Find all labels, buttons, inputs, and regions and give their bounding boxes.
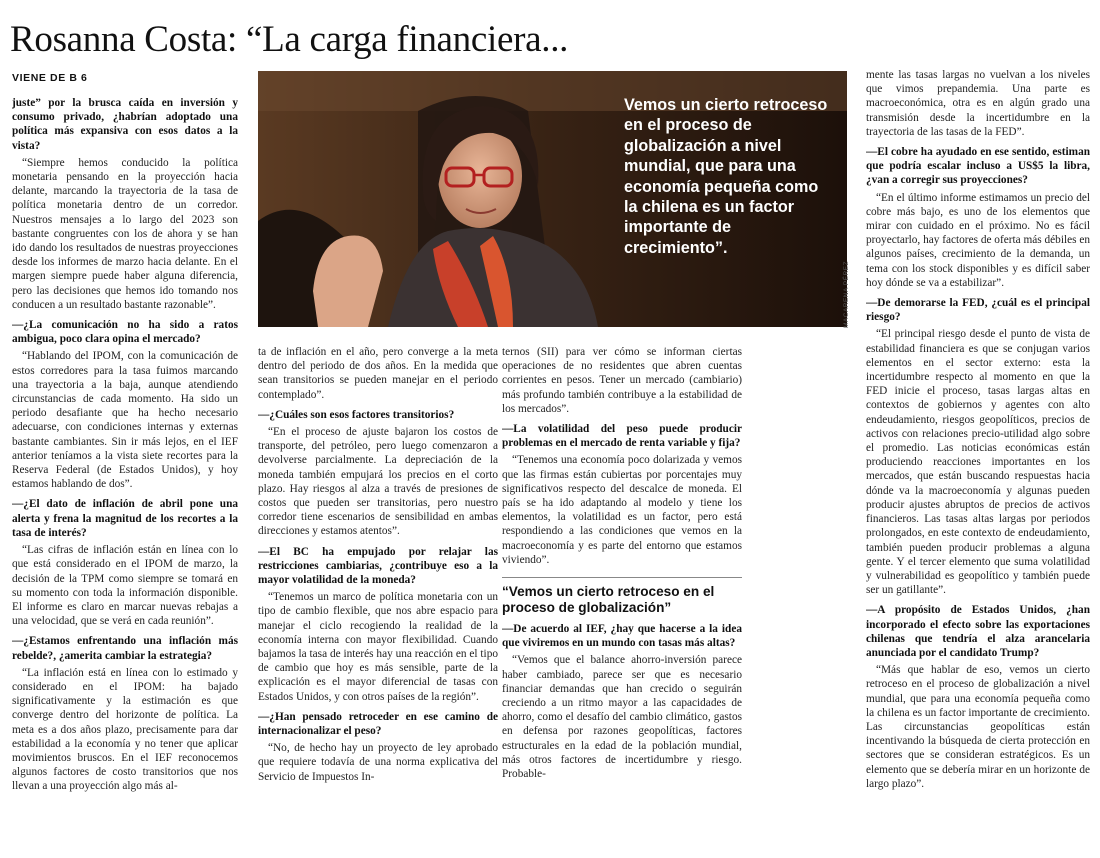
question-text: —¿Han pensado retroceder en ese camino de internacionalizar el peso?: [258, 710, 498, 738]
answer-text: “No, de hecho hay un proyecto de ley aprobado que requiere todavía de una norma explicativa del Servicio de Impuestos In-: [258, 742, 498, 783]
question-text: —¿El dato de inflación de abril pone una alerta y frena la magnitud de los recortes a la tasa de interés?: [12, 498, 238, 539]
column-3: [502, 345, 742, 848]
question-text: juste” por la brusca caída en inversión y consumo privado, ¿habrían adoptado una política más expansiva con esos datos a la vista?: [12, 97, 238, 152]
kicker: VIENE DE B 6: [12, 72, 88, 84]
photo-portrait: [258, 71, 847, 327]
column-4: [866, 68, 1090, 848]
answer-text: “Las cifras de inflación están en línea con lo que está considerado en el IPOM de marzo, la decisión de la TPM como siempre se tomará en su momento con toda la información disponible. El informe es claro en marcar nuevas rebajas a una velocidad, que se verá en cada reunión”.: [12, 544, 238, 628]
answer-text: “Siempre hemos conducido la política monetaria pensando en la proyección hacia delante, marcando la trayectoria de la tasa de política monetaria dentro de un corredor. Nuestros mensajes a lo largo del 2023 son bastante congruentes con los de ahora y se han ido dando los resultados de nuestras proyecciones desde los informes de marzo hacia delante. En el margen siempre puede haber alguna diferencia, pero las decisiones que hemos ido tomando nos conducen a un resultado bastante razonable”.: [12, 156, 238, 311]
answer-text: “Tenemos una economía poco dolarizada y vemos que las firmas están cubiertas por porcentajes muy significativos respecto del descalce de moneda. El país se ha ido adaptando al modelo y tiene los elementos, la volatilidad es un factor, pero está respondiendo a las condiciones que vemos en la macroeconomía y es parte del entorno que estamos viviendo”.: [502, 454, 742, 566]
question-text: —¿Estamos enfrentando una inflación más rebelde?, ¿amerita cambiar la estrategia?: [12, 635, 238, 662]
photo-credit-text: MACARENA PÉREZ: [843, 261, 850, 328]
answer-text: ta de inflación en el año, pero converge a la meta dentro del periodo de dos años. En la medida que sean transitorios se pueden manejar en el periodo contemplado”.: [258, 346, 498, 401]
answer-text: “En el último informe estimamos un precio del cobre más bajo, es uno de los elementos que mirar con cuidado en el próximo. No es fácil proyectarlo, hay factores de oferta más débiles en algunos países, crecimiento de la demanda, un tema con los stock disponibles y es difícil saber hoy dónde se va a estabilizar”.: [866, 191, 1090, 289]
question-text: —¿La comunicación no ha sido a ratos ambigua, poco clara opina el mercado?: [12, 319, 238, 346]
answer-text: “El principal riesgo desde el punto de vista de estabilidad financiera es que se conjugan varios elementos en el sector externo: esta la incertidumbre respecto al momento en que la FED inicie el proceso, tasas largas altas en contextos de gobiernos y agentes con alto endeudamiento, riesgos geopolíticos, precios de activos con relaciones precio-utilidad algo sobre el promedio. Las noticias económicas están produciendo reacciones importantes en los mercados, que están buscando respuestas hacia dónde va la macroeconomía y algunas pueden producir ajustes abruptos de precios de activos financieros. Las tasas altas largas por periodos prolongados, en este contexto de endeudamiento, también pueden producir problemas a alguna gente. Y el tercer elemento que suma volatilidad y vulnerabilidad es geopolítico y también puede ser un gatillante”.: [866, 328, 1090, 597]
question-text: —De acuerdo al IEF, ¿hay que hacerse a la idea que viviremos en un mundo con tasas más altas?: [502, 623, 742, 650]
photo-quote: Vemos un cierto retroceso en el proceso de globalización a nivel mundial, que para una economía pequeña como la chilena es un factor importante de crecimiento”.: [624, 96, 828, 257]
column-1: [12, 96, 238, 848]
answer-text: mente las tasas largas no vuelvan a los niveles que vimos prepandemia. Una parte es macroeconómica, otra es en algún grado una transmisión desde la incertidumbre en la trayectoria de las tasas de la FED”.: [866, 69, 1090, 138]
headline: Rosanna Costa: “La carga financiera...: [10, 19, 569, 60]
photo-credit: [843, 261, 855, 338]
pull-quote: “Vemos un cierto retroceso en el proceso de globalización”: [502, 577, 742, 616]
question-text: —¿Cuáles son esos factores transitorios?: [258, 408, 455, 421]
answer-text: “Hablando del IPOM, con la comunicación de estos corredores para la tasa fuimos marcando una trayectoria a la baja, aunque atendiendo circunstancias de cada momento. Ha sido un periodo desafiante que ha hecho necesario adecuarse, con condiciones internas y externas bastante cambiantes. Sin ir más lejos, en el IEF anterior teníamos a la vista siete recortes para la Reserva Federal (de Estados Unidos), y hoy estamos hablando de dos”.: [12, 350, 238, 491]
question-text: —A propósito de Estados Unidos, ¿han incorporado el efecto sobre las exportaciones chilenas que tendría el alza arancelaria anunciada por el candidato Trump?: [866, 604, 1090, 659]
column-2: [258, 345, 498, 848]
answer-text: “Tenemos un marco de política monetaria con un tipo de cambio flexible, que nos abre espacio para manejar el ciclo recogiendo la realidad de la economía interna con mayor flexibilidad. Cuando bajamos la tasa de interés hay una reacción en el tipo de cambio que hoy es más sensible, parte de la explicación es el mayor diferencial de tasas con Estados Unidos, y con otros países de la región”.: [258, 591, 498, 703]
answer-text: ternos (SII) para ver cómo se informan ciertas operaciones de no residentes que abren cuentas corrientes en pesos. Tener un mercado (cambiario) más profundo también contribuye a la estabilidad de los mercados”.: [502, 346, 742, 415]
answer-text: “Más que hablar de eso, vemos un cierto retroceso en el proceso de globalización a nivel mundial, que para una economía pequeña como la chilena es un factor importante de crecimiento. Las circunstancias geopolíticas están incentivando la búsqueda de cierta protección en sectores que se consideran estratégicos. Es un elemento que se debería mirar en un horizonte de largo plazo”.: [866, 664, 1090, 790]
question-text: —El BC ha empujado por relajar las restricciones cambiarias, ¿contribuye eso a la mayor volatilidad de la moneda?: [258, 545, 498, 587]
answer-text: “La inflación está en línea con lo estimado y considerado en el IPOM: ha bajado significativamente y la estimación es que converge dentro del horizonte de política. La meta es a dos años plazo, precisamente para dar estabilidad a la economía y no tener que aplicar movimientos bruscos. En el IEF reconocemos algunos factores de costo transitorios que nos llevan a una proyección algo más al-: [12, 666, 238, 793]
question-text: —La volatilidad del peso puede producir problemas en el mercado de renta variable y fija?: [502, 423, 742, 450]
question-text: —El cobre ha ayudado en ese sentido, estiman que podría escalar incluso a US$5 la libra, ¿van a corregir sus proyecciones?: [866, 146, 1090, 187]
question-text: —De demorarse la FED, ¿cuál es el principal riesgo?: [866, 297, 1090, 324]
answer-text: “En el proceso de ajuste bajaron los costos de transporte, del petróleo, pero luego comenzaron a devolverse parcialmente. La depreciación de la moneda también empujará los precios en el corto plazo. Hay riesgos al alza a través de presiones de costos que pueden ser transitorias, pero nuestro corredor tiene escenarios de sensibilidad en ambas direcciones y estamos atentos”.: [258, 426, 498, 538]
answer-text: “Vemos que el balance ahorro-inversión parece haber cambiado, parece ser que es necesario financiar demandas que han crecido o seguirán creciendo a un ritmo mayor a las capacidades de ahorro, como el desafío del cambio climático, gastos en defensa por razones geopolíticas, factores estructurales en la edad de la población mundial, más otros factores de incertidumbre y riesgo. Probable-: [502, 654, 742, 781]
